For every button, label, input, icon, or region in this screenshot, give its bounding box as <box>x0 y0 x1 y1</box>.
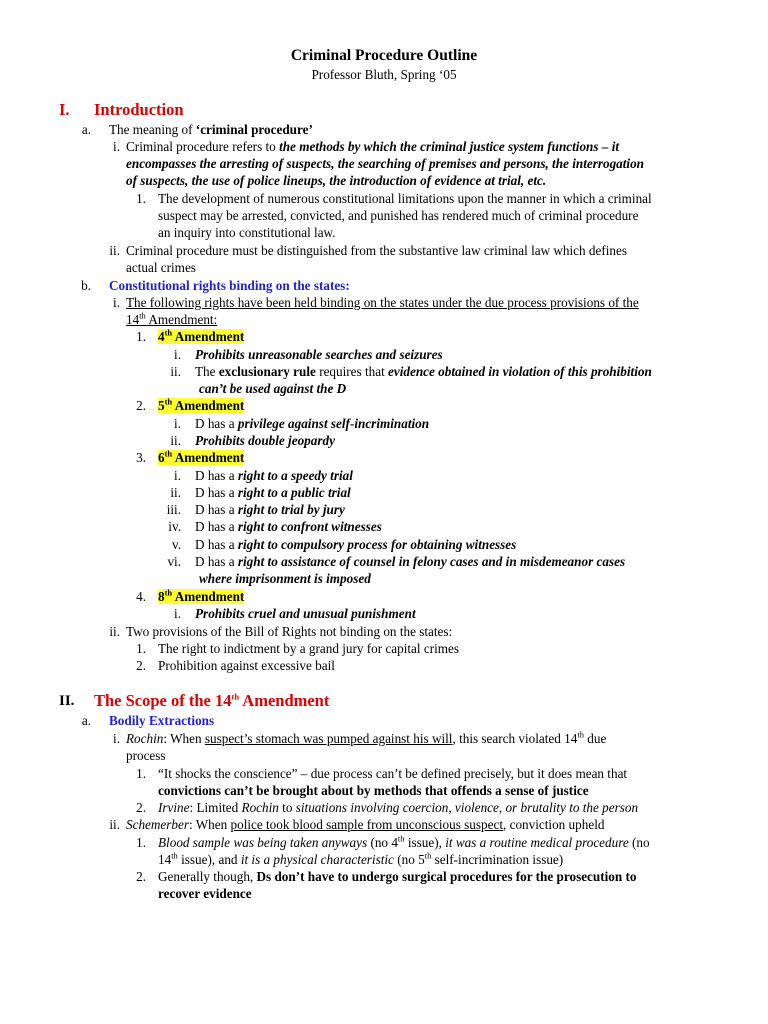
item-a-ii-number: ii. <box>109 243 120 258</box>
amendment-4-item-i-number: i. <box>174 347 181 362</box>
amendment-5-item-ii-number: ii. <box>170 433 181 448</box>
amendment-6-item-i: D has a right to a speedy trial <box>195 468 353 483</box>
item-b-ii-2-text: Prohibition against excessive bail <box>158 658 335 673</box>
amendment-6-item-iv-number: iv. <box>168 519 181 534</box>
item-a-i-line3: of suspects, the use of police lineups, the introduction of evidence at trial, etc. <box>126 173 547 188</box>
amendment-5-item-ii: Prohibits double jeopardy <box>195 433 335 448</box>
amendment-4-number: 1. <box>136 329 146 344</box>
amendment-4-item-i: Prohibits unreasonable searches and seizures <box>195 347 443 362</box>
item-a-i-1-number: 1. <box>136 191 146 206</box>
item-a-i-line1: Criminal procedure refers to the methods by which the criminal justice system functions – it <box>126 139 620 154</box>
amendment-4-item-ii-line2: can’t be used against the D <box>199 381 347 396</box>
schemerber-1-number: 1. <box>136 835 146 850</box>
item-b-ii-1-text: The right to indictment by a grand jury for capital crimes <box>158 641 460 656</box>
section-2-item-a-number: a. <box>81 713 91 728</box>
amendment-8-number: 4. <box>136 589 146 604</box>
section-1-number: I. <box>59 100 70 119</box>
item-a-i-number: i. <box>113 139 120 154</box>
section-1-title: Introduction <box>94 100 184 119</box>
item-b-ii-text: Two provisions of the Bill of Rights not binding on the states: <box>126 624 453 639</box>
amendment-5-item-i-number: i. <box>174 416 181 431</box>
item-a-i-1-line3: an inquiry into constitutional law. <box>158 225 336 240</box>
document-subtitle: Professor Bluth, Spring ‘05 <box>311 67 457 82</box>
section-2-item-a-title: Bodily Extractions <box>109 713 215 728</box>
amendment-8-heading: 8th Amendment <box>158 587 245 604</box>
amendment-8-item-i: Prohibits cruel and unusual punishment <box>195 606 416 621</box>
item-b-number: b. <box>81 278 91 293</box>
schemerber-line1: Schemerber: When police took blood sample from unconscious suspect, conviction upheld <box>126 817 605 832</box>
amendment-6-item-ii: D has a right to a public trial <box>195 485 351 500</box>
amendment-5-item-i: D has a privilege against self-incrimination <box>195 416 430 431</box>
amendment-4-heading: 4th Amendment <box>158 327 245 344</box>
document-title: Criminal Procedure Outline <box>290 47 478 64</box>
item-a-text: The meaning of ‘criminal procedure’ <box>109 122 313 137</box>
rochin-number: i. <box>113 731 120 746</box>
item-b-i-line1: The following rights have been held binding on the states under the due process provisions of the <box>126 295 639 310</box>
schemerber-1-line1: Blood sample was being taken anyways (no 4th issue), it was a routine medical procedure (no <box>158 833 650 850</box>
amendment-6-item-ii-number: ii. <box>170 485 181 500</box>
irvine-number: 2. <box>136 800 146 815</box>
amendment-5-heading: 5th Amendment <box>158 396 245 413</box>
amendment-5-number: 2. <box>136 398 146 413</box>
amendment-6-item-i-number: i. <box>174 468 181 483</box>
amendment-6-item-vi: D has a right to assistance of counsel in felony cases and in misdemeanor cases <box>195 554 626 569</box>
amendment-6-heading: 6th Amendment <box>158 448 245 465</box>
item-b-ii-number: ii. <box>109 624 120 639</box>
amendment-6-item-v-number: v. <box>171 537 181 552</box>
amendment-6-item-iii-number: iii. <box>166 502 181 517</box>
item-a-i-1-line1: The development of numerous constitutional limitations upon the manner in which a criminal <box>158 191 652 206</box>
irvine-text: Irvine: Limited Rochin to situations involving coercion, violence, or brutality to the person <box>158 800 639 815</box>
item-a-number: a. <box>81 122 91 137</box>
schemerber-2-number: 2. <box>136 869 146 884</box>
item-a-i-line2: encompasses the arresting of suspects, the searching of premises and persons, the interrogation <box>126 156 645 171</box>
rochin-line2: process <box>126 748 166 763</box>
amendment-8-item-i-number: i. <box>174 606 181 621</box>
amendment-4-item-ii: The exclusionary rule requires that evidence obtained in violation of this prohibition <box>195 364 652 379</box>
amendment-6-number: 3. <box>136 450 146 465</box>
amendment-6-item-vi-number: vi. <box>167 554 181 569</box>
rochin-1-number: 1. <box>136 766 146 781</box>
amendment-6-item-v: D has a right to compulsory process for obtaining witnesses <box>195 537 517 552</box>
item-b-i-line2: 14th Amendment: <box>126 310 218 327</box>
schemerber-1-line2: 14th issue), and it is a physical characteristic (no 5th self-incrimination issue) <box>158 850 564 867</box>
amendment-6-item-iii: D has a right to trial by jury <box>195 502 345 517</box>
item-b-ii-1-number: 1. <box>136 641 146 656</box>
amendment-4-item-ii-number: ii. <box>170 364 181 379</box>
schemerber-number: ii. <box>109 817 120 832</box>
item-b-i-number: i. <box>113 295 120 310</box>
rochin-1-line2: convictions can’t be brought about by methods that offends a sense of justice <box>158 783 589 798</box>
section-2-title: The Scope of the 14th Amendment <box>94 691 330 710</box>
item-a-ii-line2: actual crimes <box>126 260 196 275</box>
amendment-6-item-vi-line2: where imprisonment is imposed <box>199 571 371 586</box>
item-b-title: Constitutional rights binding on the states: <box>109 278 350 293</box>
item-b-ii-2-number: 2. <box>136 658 146 673</box>
item-a-i-1-line2: suspect may be arrested, convicted, and punished has rendered much of criminal procedure <box>158 208 639 223</box>
schemerber-2-line2: recover evidence <box>158 886 252 901</box>
item-a-ii-line1: Criminal procedure must be distinguished from the substantive law criminal law which defines <box>126 243 628 258</box>
amendment-6-item-iv: D has a right to confront witnesses <box>195 519 382 534</box>
section-2-number: II. <box>59 693 75 709</box>
rochin-1-line1: “It shocks the conscience” – due process can’t be defined precisely, but it does mean that <box>158 766 628 781</box>
rochin-line1: Rochin: When suspect’s stomach was pumped against his will, this search violated 14th due <box>126 729 607 746</box>
schemerber-2-line1: Generally though, Ds don’t have to undergo surgical procedures for the prosecution to <box>158 869 637 884</box>
